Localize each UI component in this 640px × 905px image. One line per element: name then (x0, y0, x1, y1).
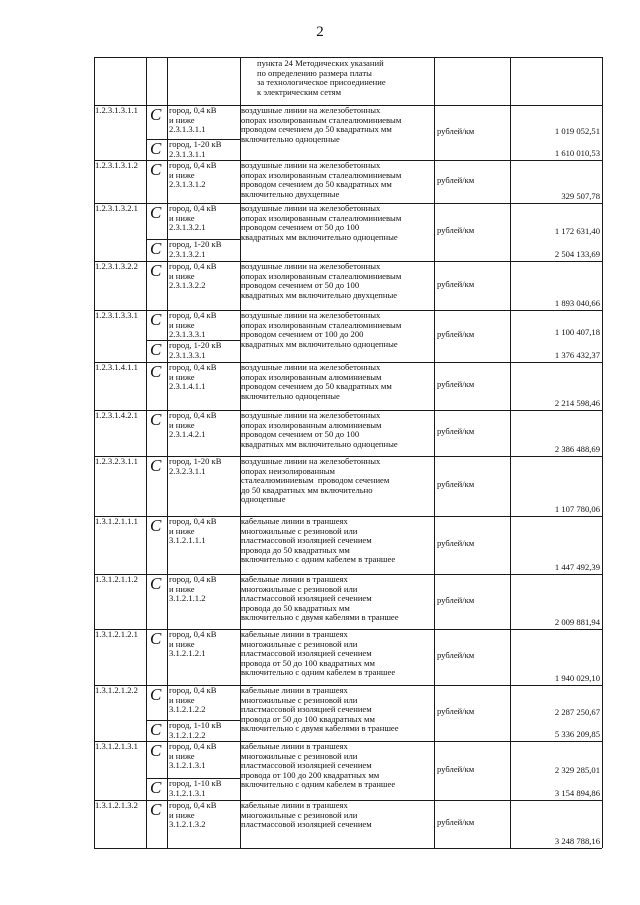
row-desc-line: провода до 50 квадратных мм (241, 544, 350, 555)
row-desc-line: многожильные с резиновой или (241, 694, 358, 705)
row-desc-line: опорах неизолированным (241, 465, 335, 476)
row-category-line: 3.1.2.1.3.1 (169, 760, 206, 771)
row-desc-line: включительно двухцепные (241, 188, 340, 199)
row-code: 1.2.3.1.3.2.2 (95, 261, 138, 271)
row-desc-line: одноцепные (241, 494, 286, 505)
row-unit: рублей/км (437, 817, 475, 827)
row-desc-line: проводом сечением от 50 до 100 (241, 280, 360, 291)
row-category-line: и ниже (169, 638, 195, 649)
row-desc-line: опорах изолированным алюминиевым (241, 371, 382, 382)
header-desc-line: к электрическим сетям (257, 86, 342, 97)
row-desc-line: воздушные линии на железобетонных (241, 203, 381, 213)
row-desc-line: провода от 50 до 100 квадратных мм (241, 713, 375, 724)
row-value: 2 287 250,67 (554, 707, 600, 717)
row-code: 1.3.1.2.1.1.1 (95, 516, 138, 526)
row-desc-line: воздушные линии на железобетонных (241, 160, 381, 170)
row-category-line: город, 0,4 кВ (169, 741, 217, 751)
c-mark: С (150, 310, 162, 329)
row-category-line: и ниже (169, 319, 195, 330)
row-value: 2 329 285,01 (554, 765, 600, 775)
row-unit: рублей/км (437, 175, 475, 185)
row-desc-line: пластмассовой изоляцией сечением (241, 704, 372, 715)
row-value: 3 154 894,86 (554, 788, 600, 798)
c-mark: С (150, 800, 162, 819)
row-category-line: 2.3.1.4.1.1 (169, 381, 206, 392)
column-border-6 (602, 57, 603, 848)
row-desc-line: опорах изолированным сталеалюминиевым (241, 270, 402, 281)
row-value: 2 009 881,94 (554, 617, 600, 627)
row-category-line: город, 1-20 кВ (169, 139, 222, 149)
row-desc-line: воздушные линии на железобетонных (241, 410, 381, 420)
c-mark: С (150, 160, 162, 179)
row-code: 1.3.1.2.1.1.2 (95, 574, 138, 584)
row-desc-line: опорах изолированным сталеалюминиевым (241, 319, 402, 330)
row-unit: рублей/км (437, 379, 475, 389)
row-category-line: 2.3.1.3.2.2 (169, 280, 206, 291)
row-desc-line: проводом сечением от 100 до 200 (241, 329, 364, 340)
row-desc-line: кабельные линии в траншеях (241, 516, 348, 526)
row-category-line: 2.3.2.3.1.1 (169, 465, 206, 476)
page-number: 2 (316, 24, 324, 40)
row-category-line: город, 0,4 кВ (169, 203, 217, 213)
row-unit: рублей/км (437, 538, 475, 548)
row-desc-line: сталеалюминиевым проводом сечением (241, 475, 390, 486)
row-value: 329 507,78 (561, 191, 600, 201)
row-desc-line: кабельные линии в траншеях (241, 629, 348, 639)
row-desc-line: провода от 50 до 100 квадратных мм (241, 657, 375, 668)
row-desc-line: провода до 50 квадратных мм (241, 602, 350, 613)
row-unit: рублей/км (437, 479, 475, 489)
row-value: 1 100 407,18 (554, 327, 600, 337)
row-category-line: город, 0,4 кВ (169, 574, 217, 584)
row-desc-line: кабельные линии в траншеях (241, 741, 348, 751)
row-category-line: город, 0,4 кВ (169, 261, 217, 271)
row-desc-line: многожильные с резиновой или (241, 583, 358, 594)
row-value: 1 172 631,40 (554, 226, 600, 236)
row-value: 2 214 598,46 (554, 398, 600, 408)
row-unit: рублей/км (437, 764, 475, 774)
row-desc-line: кабельные линии в траншеях (241, 800, 348, 810)
row-value: 1 610 010,53 (554, 148, 600, 158)
row-code: 1.2.3.1.3.2.1 (95, 203, 138, 213)
row-category-line: город, 1-20 кВ (169, 239, 222, 249)
row-category-line: 3.1.2.1.2.2 (169, 729, 206, 740)
row-unit: рублей/км (437, 126, 475, 136)
row-category-line: и ниже (169, 371, 195, 382)
row-unit: рублей/км (437, 650, 475, 660)
header-desc-line: пункта 24 Методических указаний (257, 58, 384, 68)
row-category-line: 2.3.1.3.1.2 (169, 179, 206, 190)
row-desc-line: до 50 квадратных мм включительно (241, 484, 373, 495)
c-mark: С (150, 516, 162, 535)
row-code: 1.2.3.1.3.3.1 (95, 310, 138, 320)
row-desc-line: опорах изолированным сталеалюминиевым (241, 212, 402, 223)
c-mark: С (150, 574, 162, 593)
row-value: 5 336 209,85 (554, 729, 600, 739)
row-desc-line: пластмассовой изоляцией сечением (241, 593, 372, 604)
row-desc-line: опорах изолированным сталеалюминиевым (241, 169, 402, 180)
row-value: 1 447 492,39 (554, 562, 600, 572)
header-desc-line: за технологическое присоединение (257, 77, 386, 88)
row-category-line: 2.3.1.3.3.1 (169, 349, 206, 360)
row-category-line: город, 0,4 кВ (169, 629, 217, 639)
row-category-line: город, 0,4 кВ (169, 800, 217, 810)
row-desc-line: воздушные линии на железобетонных (241, 261, 381, 271)
row-unit: рублей/км (437, 225, 475, 235)
row-desc-line: воздушные линии на железобетонных (241, 310, 381, 320)
row-desc-line: многожильные с резиновой или (241, 525, 358, 536)
row-category-line: 2.3.1.3.3.1 (169, 329, 206, 340)
row-desc-line: кабельные линии в траншеях (241, 685, 348, 695)
row-desc-line: квадратных мм включительно одноцепные (241, 438, 398, 449)
row-category-line: город, 0,4 кВ (169, 160, 217, 170)
row-code: 1.3.1.2.1.2.1 (95, 629, 138, 639)
row-desc-line: воздушные линии на железобетонных (241, 362, 381, 372)
c-mark: С (150, 685, 162, 704)
row-code: 1.2.3.1.3.1.2 (95, 160, 138, 170)
row-category-line: город, 0,4 кВ (169, 362, 217, 372)
row-desc-line: включительно одноцепные (241, 390, 340, 401)
row-value: 3 248 788,16 (554, 836, 600, 846)
row-category-line: и ниже (169, 750, 195, 761)
row-category-line: 3.1.2.1.2.1 (169, 648, 206, 659)
row-category-line: и ниже (169, 169, 195, 180)
c-mark: С (150, 261, 162, 280)
row-desc-line: включительно с одним кабелем в траншее (241, 667, 396, 678)
column-border-2 (167, 57, 168, 848)
row-category-line: город, 0,4 кВ (169, 105, 217, 115)
c-mark: С (150, 410, 162, 429)
row-desc-line: квадратных мм включительно двухцепные (241, 289, 398, 300)
row-category-line: и ниже (169, 270, 195, 281)
c-mark: С (150, 340, 162, 359)
c-mark: С (150, 239, 162, 258)
row-desc-line: кабельные линии в траншеях (241, 574, 348, 584)
row-value: 2 386 488,69 (554, 444, 600, 454)
row-desc-line: пластмассовой изоляцией сечением (241, 819, 372, 830)
row-category-line: город, 1-20 кВ (169, 340, 222, 350)
c-mark: С (150, 203, 162, 222)
row-unit: рублей/км (437, 426, 475, 436)
row-category-line: город, 1-20 кВ (169, 456, 222, 466)
row-code: 1.3.1.2.1.3.1 (95, 741, 138, 751)
row-category-line: 3.1.2.1.3.1 (169, 787, 206, 798)
row-desc-line: опорах изолированным сталеалюминиевым (241, 114, 402, 125)
c-mark: С (150, 456, 162, 475)
row-desc-line: многожильные с резиновой или (241, 809, 358, 820)
row-category-line: 2.3.1.3.2.1 (169, 222, 206, 233)
row-desc-line: проводом сечением до 50 квадратных мм (241, 179, 392, 190)
row-unit: рублей/км (437, 706, 475, 716)
c-mark: С (150, 778, 162, 797)
c-mark: С (150, 105, 162, 124)
row-category-line: и ниже (169, 212, 195, 223)
row-category-line: город, 1-10 кВ (169, 778, 222, 788)
row-category-line: и ниже (169, 114, 195, 125)
row-category-line: 2.3.1.4.2.1 (169, 429, 206, 440)
c-mark: С (150, 720, 162, 739)
row-value: 1 940 029,10 (554, 673, 600, 683)
row-bottom-border (94, 848, 602, 849)
row-desc-line: включительно с одним кабелем в траншее (241, 779, 396, 790)
row-value: 1 107 780,06 (554, 504, 600, 514)
c-mark: С (150, 139, 162, 158)
row-category-line: город, 0,4 кВ (169, 310, 217, 320)
row-category-line: 3.1.2.1.2.2 (169, 704, 206, 715)
row-category-line: город, 1-10 кВ (169, 720, 222, 730)
row-code: 1.2.3.1.4.2.1 (95, 410, 138, 420)
row-desc-line: включительно с одним кабелем в траншее (241, 554, 396, 565)
row-desc-line: квадратных мм включительно одноцепные (241, 231, 398, 242)
row-desc-line: включительно с двумя кабелями в траншее (241, 612, 399, 623)
row-desc-line: воздушные линии на железобетонных (241, 105, 381, 115)
row-category-line: и ниже (169, 419, 195, 430)
row-value: 1 019 052,51 (554, 126, 600, 136)
row-value: 2 504 133,69 (554, 249, 600, 259)
row-desc-line: опорах изолированным алюминиевым (241, 419, 382, 430)
row-category-line: 3.1.2.1.1.2 (169, 593, 206, 604)
row-code: 1.3.1.2.1.2.2 (95, 685, 138, 695)
row-unit: рублей/км (437, 329, 475, 339)
row-desc-line: многожильные с резиновой или (241, 638, 358, 649)
row-code: 1.2.3.1.4.1.1 (95, 362, 138, 372)
c-mark: С (150, 362, 162, 381)
row-code: 1.3.1.2.1.3.2 (95, 800, 138, 810)
row-desc-line: провода от 100 до 200 квадратных мм (241, 769, 380, 780)
row-desc-line: включительно с двумя кабелями в траншее (241, 723, 399, 734)
row-desc-line: проводом сечением до 50 квадратных мм (241, 381, 392, 392)
column-border-0 (94, 57, 95, 848)
row-category-line: и ниже (169, 525, 195, 536)
row-value: 1 376 432,37 (554, 350, 600, 360)
row-desc-line: проводом сечением от 50 до 100 (241, 222, 360, 233)
row-desc-line: воздушные линии на железобетонных (241, 456, 381, 466)
row-category-line: 2.3.1.3.1.1 (169, 148, 206, 159)
row-code: 1.2.3.2.3.1.1 (95, 456, 138, 466)
row-category-line: город, 0,4 кВ (169, 685, 217, 695)
header-desc-line: по определению размера платы (257, 67, 372, 78)
column-border-4 (434, 57, 435, 848)
row-desc-line: проводом сечением до 50 квадратных мм (241, 124, 392, 135)
row-desc-line: пластмассовой изоляцией сечением (241, 535, 372, 546)
c-mark: С (150, 741, 162, 760)
row-unit: рублей/км (437, 279, 475, 289)
c-mark: С (150, 629, 162, 648)
row-category-line: и ниже (169, 694, 195, 705)
row-desc-line: проводом сечением от 50 до 100 (241, 429, 360, 440)
row-category-line: 3.1.2.1.3.2 (169, 819, 206, 830)
row-category-line: и ниже (169, 809, 195, 820)
row-code: 1.2.3.1.3.1.1 (95, 105, 138, 115)
row-category-line: 2.3.1.3.2.1 (169, 248, 206, 259)
row-desc-line: пластмассовой изоляцией сечением (241, 760, 372, 771)
row-category-line: 3.1.2.1.1.1 (169, 535, 206, 546)
column-border-1 (146, 57, 147, 848)
row-category-line: 2.3.1.3.1.1 (169, 124, 206, 135)
row-value: 1 893 040,66 (554, 298, 600, 308)
row-desc-line: пластмассовой изоляцией сечением (241, 648, 372, 659)
row-desc-line: многожильные с резиновой или (241, 750, 358, 761)
row-category-line: город, 0,4 кВ (169, 410, 217, 420)
row-desc-line: квадратных мм включительно одноцепные (241, 338, 398, 349)
row-category-line: город, 0,4 кВ (169, 516, 217, 526)
row-desc-line: включительно одноцепные (241, 133, 340, 144)
row-unit: рублей/км (437, 595, 475, 605)
row-category-line: и ниже (169, 583, 195, 594)
